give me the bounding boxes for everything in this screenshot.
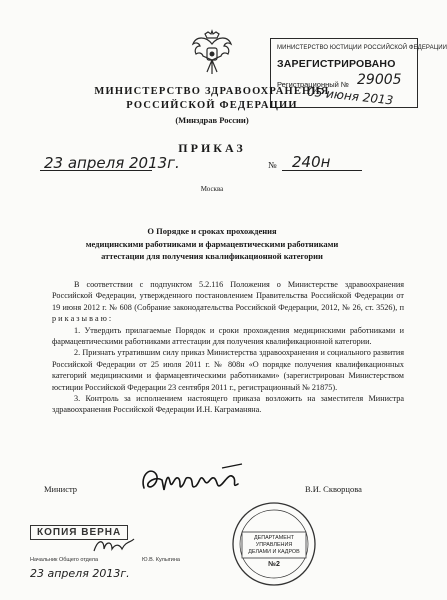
city: Москва <box>200 185 224 193</box>
body-paragraph: 2. Признать утратившим силу приказ Министерства здравоохранения и социального развития Российской Федерации от 25 июля 2011 г. № 808н «О порядке получения квалификационных категорий медицинскими и фармацевтическими работниками» (зарегистрирован Министерством юстиции Российской Федерации 23 сентября 2011 г., регистрационный № 21875). <box>52 348 404 392</box>
dept-stamp-line: ДЕЛАМИ И КАДРОВ <box>248 549 300 555</box>
signatory-name: В.И. Скворцова <box>305 484 362 494</box>
subject-line: О Порядке и сроках прохождения <box>147 226 277 236</box>
stamp-number-label: Регистрационный № <box>277 80 349 89</box>
stamp-registered: ЗАРЕГИСТРИРОВАНО <box>277 58 396 70</box>
date-underline <box>40 170 152 171</box>
copy-certification-stamp <box>30 525 190 591</box>
order-number: 240н <box>292 153 331 171</box>
ministry-short-name: (Минздрав России) <box>175 115 249 125</box>
copy-stamp-position: Начальник Общего отдела <box>30 557 99 563</box>
subject-line: аттестации для получения квалификационной категории <box>101 251 323 261</box>
department-round-stamp <box>230 500 318 588</box>
copy-stamp-signature <box>90 535 140 557</box>
dept-stamp-line: УПРАВЛЕНИЯ <box>255 542 293 548</box>
stamp-number: 29005 <box>357 72 402 88</box>
copy-stamp-name: Ю.В. Кулыгина <box>142 557 180 563</box>
body-paragraph: 3. Контроль за исполнением настоящего приказа возложить на заместителя Министра здравоохранения Российской Федерации И.Н. Каграманяна. <box>52 394 404 415</box>
body-paragraph: В соответствии с подпунктом 5.2.116 Положения о Министерстве здравоохранения Российской Федерации, утвержденного постановлением Правительства Российской Федерации от 19 июня 2012 г. № 608 (Собрание законодательства Российской Федерации, 2012, № 26, ст. 3526), п р и к а з ы в а ю : <box>52 280 404 324</box>
document-title: ПРИКАЗ <box>178 141 246 155</box>
state-emblem-icon <box>190 30 234 78</box>
stamp-date: 05 июня 2013 <box>306 84 394 108</box>
number-sign: № <box>268 160 277 170</box>
body-paragraph: 1. Утвердить прилагаемые Порядок и сроки прохождения медицинскими работниками и фармацевтическими работниками аттестации для получения квалификационной категории. <box>52 325 404 347</box>
copy-stamp-title: КОПИЯ ВЕРНА <box>30 525 128 540</box>
number-underline <box>282 170 362 171</box>
order-body <box>52 279 404 416</box>
order-subject <box>0 225 424 263</box>
copy-stamp-date: 23 апреля 2013г. <box>30 567 130 580</box>
handwritten-signature <box>138 462 246 500</box>
subject-line: медицинскими работниками и фармацевтическими работниками <box>85 238 339 249</box>
dept-stamp-line: №2 <box>268 561 280 568</box>
ministry-name-line2: РОССИЙСКОЙ ФЕДЕРАЦИИ <box>126 100 298 111</box>
dept-stamp-line: ДЕПАРТАМЕНТ <box>253 535 295 541</box>
stamp-ministry: МИНИСТЕРСТВО ЮСТИЦИИ РОССИЙСКОЙ ФЕДЕРАЦИИ <box>277 45 447 51</box>
registration-stamp <box>270 38 447 108</box>
signatory-title: Министр <box>44 484 78 494</box>
order-date: 23 апреля 2013г. <box>44 154 180 172</box>
ministry-name-line1: МИНИСТЕРСТВО ЗДРАВООХРАНЕНИЯ <box>94 86 330 97</box>
